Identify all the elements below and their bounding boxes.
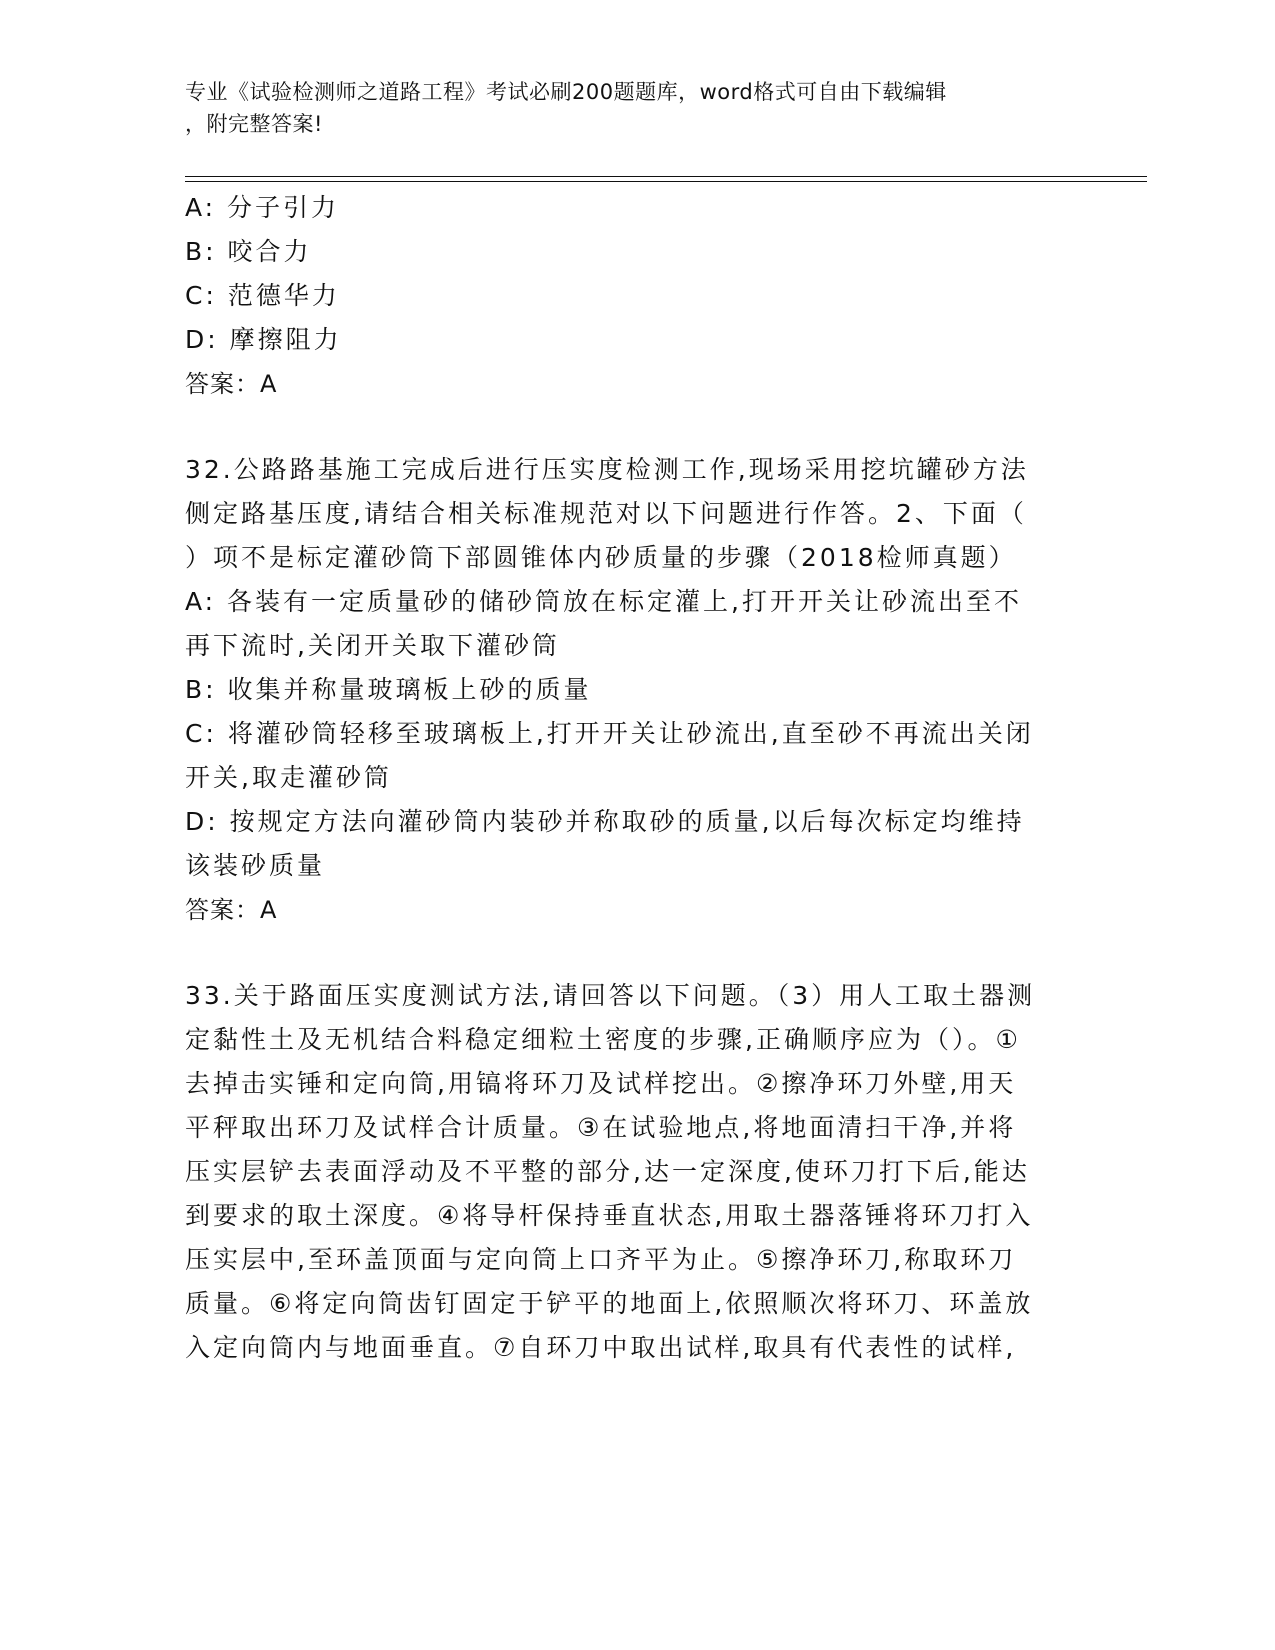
q33-line-8: 质量。⑥将定向筒齿钉固定于铲平的地面上,依照顺次将环刀、环盖放	[185, 1289, 1034, 1318]
q31-option-c: C: 范德华力	[185, 281, 340, 310]
q32-option-b: B: 收集并称量玻璃板上砂的质量	[185, 675, 592, 704]
document-header	[185, 76, 1085, 140]
q31-option-d: D: 摩擦阻力	[185, 325, 342, 354]
q32-option-a-line-2: 再下流时,关闭开关取下灌砂筒	[185, 631, 560, 660]
q31-answer: 答案：A	[185, 370, 278, 398]
q33-line-7: 压实层中,至环盖顶面与定向筒上口齐平为止。⑤擦净环刀,称取环刀	[185, 1245, 1017, 1274]
q33-line-3: 去掉击实锤和定向筒,用镐将环刀及试样挖出。②擦净环刀外壁,用天	[185, 1069, 1017, 1098]
q31-option-b: B: 咬合力	[185, 237, 312, 266]
q33-line-2: 定黏性土及无机结合料稳定细粒土密度的步骤,正确顺序应为（）。①	[185, 1025, 1021, 1054]
q32-answer: 答案：A	[185, 896, 278, 924]
header-rule-bottom	[185, 181, 1147, 182]
q33-line-5: 压实层铲去表面浮动及不平整的部分,达一定深度,使环刀打下后,能达	[185, 1157, 1030, 1186]
q32-option-c-line-2: 开关,取走灌砂筒	[185, 763, 392, 792]
q32-option-d-line-1: D: 按规定方法向灌砂筒内装砂并称取砂的质量,以后每次标定均维持	[185, 807, 1025, 836]
q33-line-1: 33.关于路面压实度测试方法,请回答以下问题。（3）用人工取土器测	[185, 981, 1036, 1010]
header-rule-top	[185, 176, 1147, 177]
q32-option-d-line-2: 该装砂质量	[185, 851, 326, 880]
q33-line-9: 入定向筒内与地面垂直。⑦自环刀中取出试样,取具有代表性的试样,	[185, 1333, 1017, 1362]
q32-stem-line-1: 32.公路路基施工完成后进行压实度检测工作,现场采用挖坑罐砂方法	[185, 455, 1029, 484]
q33-line-6: 到要求的取土深度。④将导杆保持垂直状态,用取土器落锤将环刀打入	[185, 1201, 1034, 1230]
q32-stem-line-3: ）项不是标定灌砂筒下部圆锥体内砂质量的步骤（2018检师真题）	[185, 543, 1017, 572]
q32-option-c-line-1: C: 将灌砂筒轻移至玻璃板上,打开开关让砂流出,直至砂不再流出关闭	[185, 719, 1034, 748]
q31-option-a: A: 分子引力	[185, 193, 340, 222]
header-line-2: ，附完整答案!	[185, 112, 323, 136]
header-line-1: 专业《试验检测师之道路工程》考试必刷200题题库，word格式可自由下载编辑	[185, 80, 947, 104]
q33-line-4: 平秤取出环刀及试样合计质量。③在试验地点,将地面清扫干净,并将	[185, 1113, 1017, 1142]
q32-option-a-line-1: A: 各装有一定质量砂的储砂筒放在标定灌上,打开开关让砂流出至不	[185, 587, 1022, 616]
q32-stem-line-2: 侧定路基压度,请结合相关标准规范对以下问题进行作答。2、下面（	[185, 499, 1027, 528]
